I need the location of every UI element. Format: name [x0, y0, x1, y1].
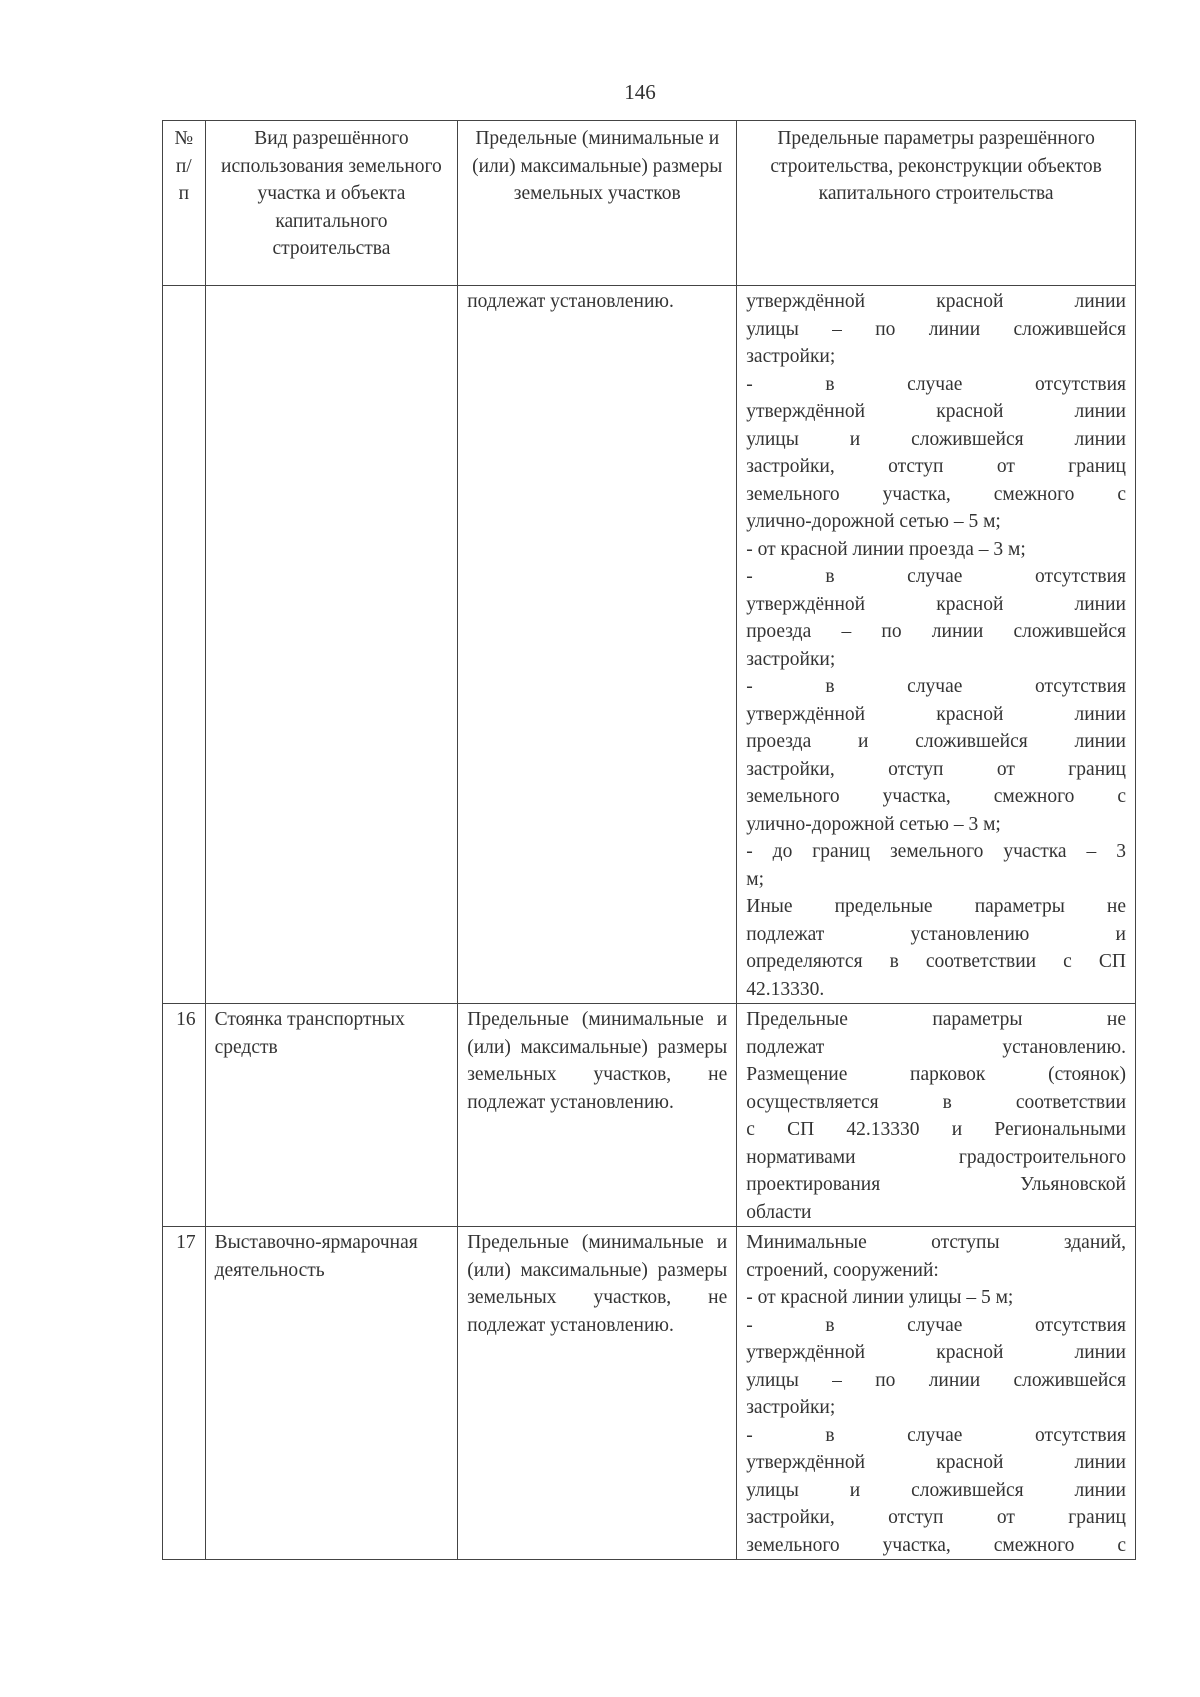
header-plot-size: Предельные (минимальные и (или) максимальные) размеры земельных участков	[458, 121, 737, 286]
param-line: подлежат установлению и	[746, 923, 1126, 945]
param-line: - в случае отсутствия	[746, 566, 1126, 587]
param-line: утверждённой красной линии	[746, 593, 1126, 615]
param-line: утверждённой красной линии	[746, 1342, 1126, 1363]
row-use-type	[205, 286, 458, 1004]
param-line: утверждённой красной линии	[746, 291, 1126, 312]
param-line: осуществляется в соответствии	[746, 1091, 1126, 1113]
param-line: утверждённой красной линии	[746, 401, 1126, 422]
param-line: утверждённой красной линии	[746, 703, 1126, 725]
param-line: улицы – по линии сложившейся	[746, 318, 1126, 340]
param-line: подлежат установлению.	[746, 1036, 1126, 1058]
row-use-type: Стоянка транспортных средств	[205, 1004, 458, 1227]
param-line: проезда – по линии сложившейся	[746, 621, 1126, 642]
param-line: улицы и сложившейся линии	[746, 1479, 1126, 1501]
param-line: - в случае отсутствия	[746, 1424, 1126, 1446]
row-params	[737, 1004, 1136, 1227]
param-line: определяются в соответствии с СП	[746, 951, 1126, 972]
param-line: Размещение парковок (стоянок)	[746, 1064, 1126, 1085]
table-row	[163, 1004, 1136, 1227]
param-line: застройки, отступ от границ	[746, 456, 1126, 477]
header-num	[163, 121, 206, 286]
param-line: улично-дорожной сетью – 5 м;	[746, 511, 1001, 532]
param-line: области	[746, 1201, 812, 1223]
row-plot-size: подлежат установлению.	[458, 286, 737, 1004]
param-line: Предельные параметры не	[746, 1009, 1126, 1030]
param-line: строений, сооружений:	[746, 1259, 939, 1281]
param-line: земельного участка, смежного с	[746, 786, 1126, 807]
param-line: с СП 42.13330 и Региональными	[746, 1119, 1126, 1140]
table-row	[163, 286, 1136, 1004]
page-number: 146	[624, 80, 656, 104]
param-line: нормативами градостроительного	[746, 1146, 1126, 1168]
table-row	[163, 1227, 1136, 1560]
param-line: улицы и сложившейся линии	[746, 428, 1126, 450]
param-line: Иные предельные параметры не	[746, 896, 1126, 917]
param-line: земельного участка, смежного с	[746, 483, 1126, 505]
param-line: улицы – по линии сложившейся	[746, 1369, 1126, 1391]
param-line: Минимальные отступы зданий,	[746, 1232, 1126, 1253]
land-use-table	[162, 120, 1136, 1560]
header-params: Предельные параметры разрешённого строительства, реконструкции объектов капитального строительства	[737, 121, 1136, 286]
row-num: 16	[163, 1004, 206, 1227]
param-line: - в случае отсутствия	[746, 373, 1126, 395]
table-header-row	[163, 121, 1136, 286]
param-line: земельного участка, смежного с	[746, 1534, 1126, 1556]
row-plot-size: Предельные (минимальные и (или) максимальные) размеры земельных участков, не подлежат установлению.	[458, 1227, 737, 1560]
header-num-text: № п/п	[174, 128, 194, 204]
param-line: - в случае отсутствия	[746, 1314, 1126, 1336]
param-line: м;	[746, 868, 764, 890]
header-use-type: Вид разрешённого использования земельного участка и объекта капитального строительства	[205, 121, 458, 286]
row-num	[163, 286, 206, 1004]
param-line: 42.13330.	[746, 978, 825, 1000]
row-params	[737, 1227, 1136, 1560]
param-line: - от красной линии проезда – 3 м;	[746, 538, 1026, 560]
param-line: застройки;	[746, 346, 836, 367]
param-line: проезда и сложившейся линии	[746, 731, 1126, 752]
param-line: проектирования Ульяновской	[746, 1174, 1126, 1195]
row-params	[737, 286, 1136, 1004]
row-num: 17	[163, 1227, 206, 1560]
param-line: застройки;	[746, 648, 836, 670]
param-line: застройки, отступ от границ	[746, 1507, 1126, 1528]
row-plot-size: Предельные (минимальные и (или) максимальные) размеры земельных участков, не подлежат установлению.	[458, 1004, 737, 1227]
param-line: - от красной линии улицы – 5 м;	[746, 1287, 1014, 1308]
row-use-type: Выставочно-ярмарочная деятельность	[205, 1227, 458, 1560]
param-line: застройки;	[746, 1397, 836, 1418]
param-line: застройки, отступ от границ	[746, 758, 1126, 780]
param-line: - до границ земельного участка – 3	[746, 841, 1126, 862]
param-line: утверждённой красной линии	[746, 1452, 1126, 1473]
param-line: улично-дорожной сетью – 3 м;	[746, 813, 1001, 835]
param-line: - в случае отсутствия	[746, 676, 1126, 697]
